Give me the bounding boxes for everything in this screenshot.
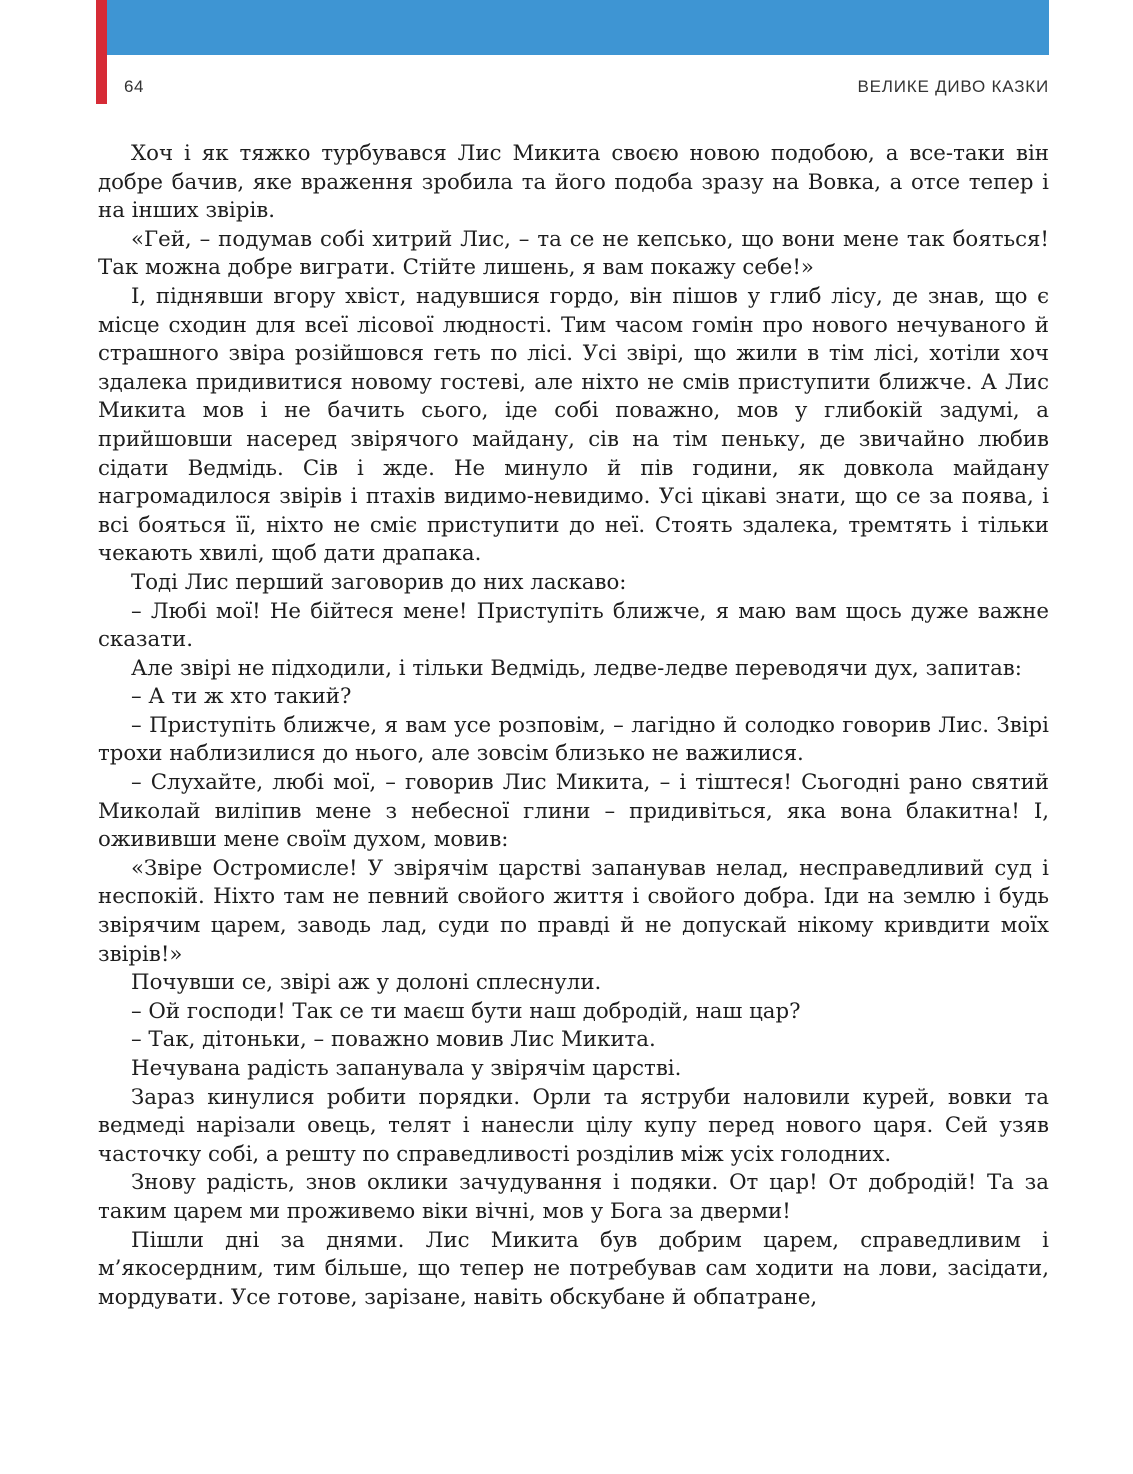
paragraph: «Звіре Остромисле! У звірячім царстві запанував нелад, несправедливий суд і неспокій. Ніхто там не певний свойого життя і свойого добра. Іди на землю і будь звірячим царем, заводь лад, суди по правді й не допускай нікому кривдити моїх звірів!»	[98, 855, 1049, 967]
header-band	[96, 0, 1049, 55]
paragraph: Знову радість, знов оклики зачудування і подяки. От цар! От добродій! Та за таким царем ми проживемо віки вічні, мов у Бога за дверми!	[98, 1170, 1049, 1224]
running-title: ВЕЛИКЕ ДИВО КАЗКИ	[857, 77, 1049, 96]
page-number: 64	[124, 77, 144, 96]
paragraph: Хоч і як тяжко турбувався Лис Микита своєю новою подобою, а все-таки він добре бачив, яке враження зробила та його подоба зразу на Вовка, а отсе тепер і на інших звірів.	[98, 141, 1049, 224]
paragraph: Але звірі не підходили, і тільки Ведмідь, ледве-ледве переводячи дух, запитав:	[131, 655, 1022, 681]
accent-bar	[96, 0, 107, 104]
paragraph: – Любі мої! Не бійтеся мене! Приступіть ближче, я маю вам щось дуже важне сказати.	[98, 598, 1049, 653]
paragraph: Пішли дні за днями. Лис Микита був добрим царем, справедливим і м’якосердним, тим більше, що тепер не потребував сам ходити на лови, засідати, мордувати. Усе готове, зарізане, навіть обскубане й обпатране,	[98, 1227, 1049, 1310]
paragraph: Тоді Лис перший заговорив до них ласкаво:	[131, 569, 627, 595]
paragraph: Зараз кинулися робити порядки. Орли та яструби наловили курей, вовки та ведмеді нарізали овець, телят і нанесли цілу купу перед нового царя. Сей узяв часточку собі, а решту по справедливості розділив між усіх голодних.	[98, 1084, 1049, 1167]
paragraph: – Приступіть ближче, я вам усе розповім, – лагідно й солодко говорив Лис. Звірі трохи наблизилися до нього, але зовсім близько не важилися.	[98, 712, 1049, 767]
paragraph: – Ой господи! Так се ти маєш бути наш добродій, наш цар?	[131, 998, 801, 1024]
paragraph: Нечувана радість запанувала у звірячім царстві.	[131, 1056, 682, 1081]
paragraph: «Гей, – подумав собі хитрий Лис, – та се не кепсько, що вони мене так бояться! Так можна добре виграти. Стійте лишень, я вам покажу себе!»	[98, 226, 1049, 281]
paragraph: – А ти ж хто такий?	[131, 684, 352, 710]
paragraph: – Так, дітоньки, – поважно мовив Лис Микита.	[131, 1027, 656, 1053]
paragraph: Почувши се, звірі аж у долоні сплеснули.	[131, 970, 602, 996]
paragraph: – Слухайте, любі мої, – говорив Лис Микита, – і тіштеся! Сьогодні рано святий Миколай виліпив мене з небесної глини – придивіться, яка вона блакитна! І, ожививши мене своїм духом, мовив:	[98, 770, 1049, 853]
body-text	[98, 140, 1049, 1312]
paragraph: І, піднявши вгору хвіст, надувшися гордо, він пішов у глиб лісу, де знав, що є місце сходин для всеї лісової людності. Тим часом гомін про нового нечуваного й страшного звіра розійшовся геть по лісі. Усі звірі, що жили в тім лісі, хотіли хоч здалека придивитися новому гостеві, але ніхто не смів приступити ближче. А Лис Микита мов і не бачить сього, іде собі поважно, мов у глибокій задумі, а прийшовши насеред звірячого майдану, сів на тім пеньку, де звичайно любив сідати Ведмідь. Сів і жде. Не минуло й пів години, як довкола майдану нагромадилося звірів і птахів видимо-невидимо. Усі цікаві знати, що се за поява, і всі бояться її, ніхто не сміє приступити до неї. Стоять здалека, тремтять і тільки чекають хвилі, щоб дати драпака.	[98, 283, 1049, 567]
